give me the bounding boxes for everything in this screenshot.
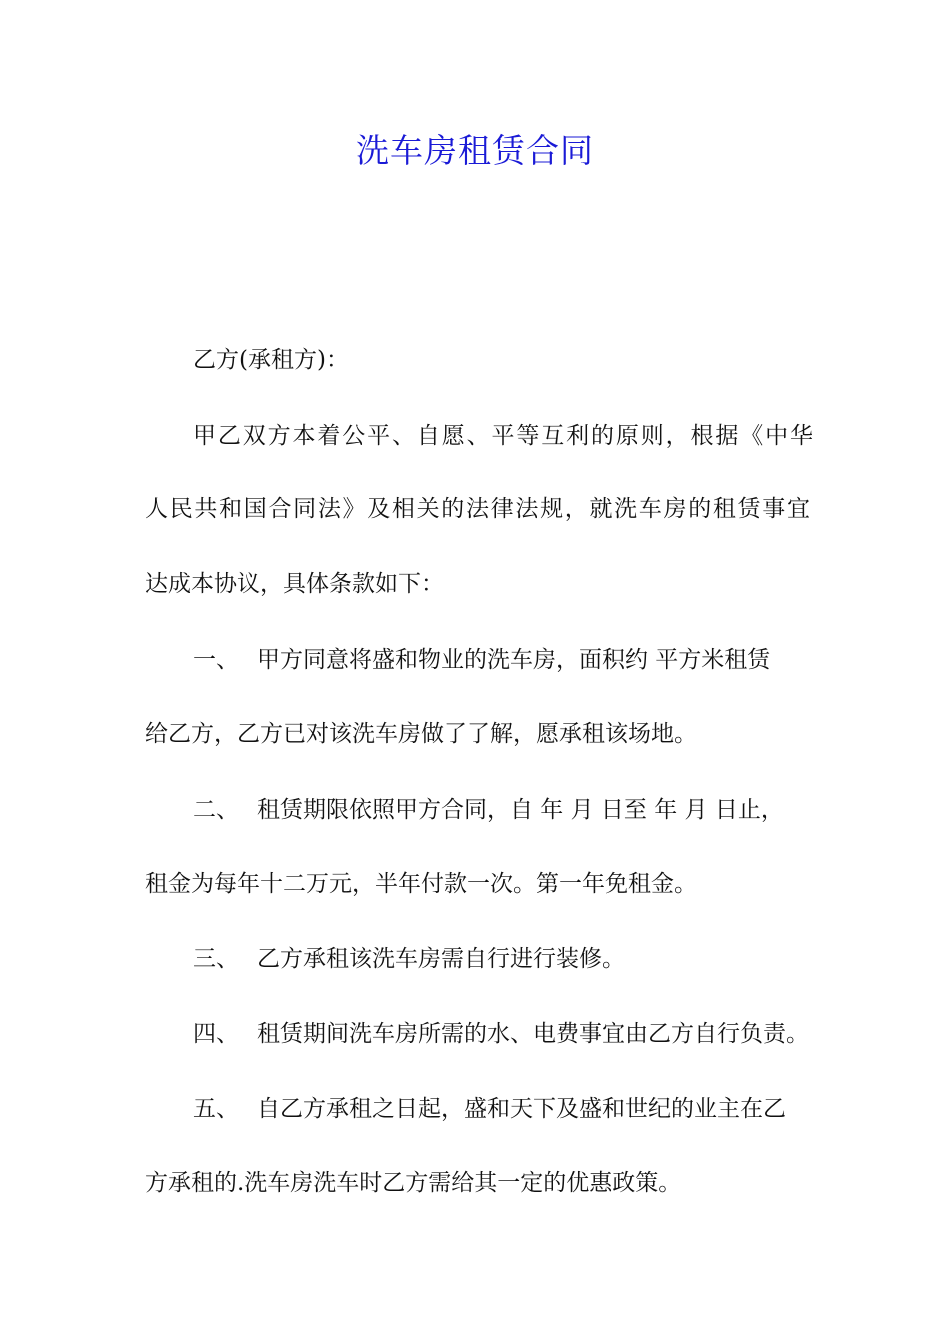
document-title: 洗车房租赁合同 [356,131,594,170]
party-b-label: 乙方(承租方)： [193,347,349,373]
clause-5-continuation: 方承租的.洗车房洗车时乙方需给其一定的优惠政策。 [145,1170,682,1196]
clause-number: 一、 [193,647,239,673]
clause-number: 四、 [193,1021,239,1047]
clause-text: 租赁期限依照甲方合同，自 年 月 日至 年 月 日止， [257,797,784,823]
preamble-line-3: 达成本协议，具体条款如下： [145,571,444,597]
preamble-line-2: 人民共和国合同法》及相关的法律法规，就洗车房的租赁事宜 [145,496,810,522]
clause-4 [193,1016,813,1052]
clause-2-continuation: 租金为每年十二万元，半年付款一次。第一年免租金。 [145,871,697,897]
clause-text: 乙方承租该洗车房需自行进行装修。 [257,946,625,972]
clause-number: 五、 [193,1096,239,1122]
clause-text: 甲方同意将盛和物业的洗车房，面积约 平方米租赁 [257,647,771,673]
clause-text: 自乙方承租之日起，盛和天下及盛和世纪的业主在乙 [257,1096,786,1122]
clause-5 [193,1091,813,1127]
clause-1-continuation: 给乙方，乙方已对该洗车房做了了解，愿承租该场地。 [145,721,697,747]
clause-1 [193,642,813,678]
clause-text: 租赁期间洗车房所需的水、电费事宜由乙方自行负责。 [257,1021,809,1047]
preamble-line-1: 甲乙双方本着公平、自愿、平等互利的原则，根据《中华 [193,423,813,449]
clause-3 [193,941,813,977]
clause-2 [193,792,813,828]
clause-number: 二、 [193,797,239,823]
clause-number: 三、 [193,946,239,972]
